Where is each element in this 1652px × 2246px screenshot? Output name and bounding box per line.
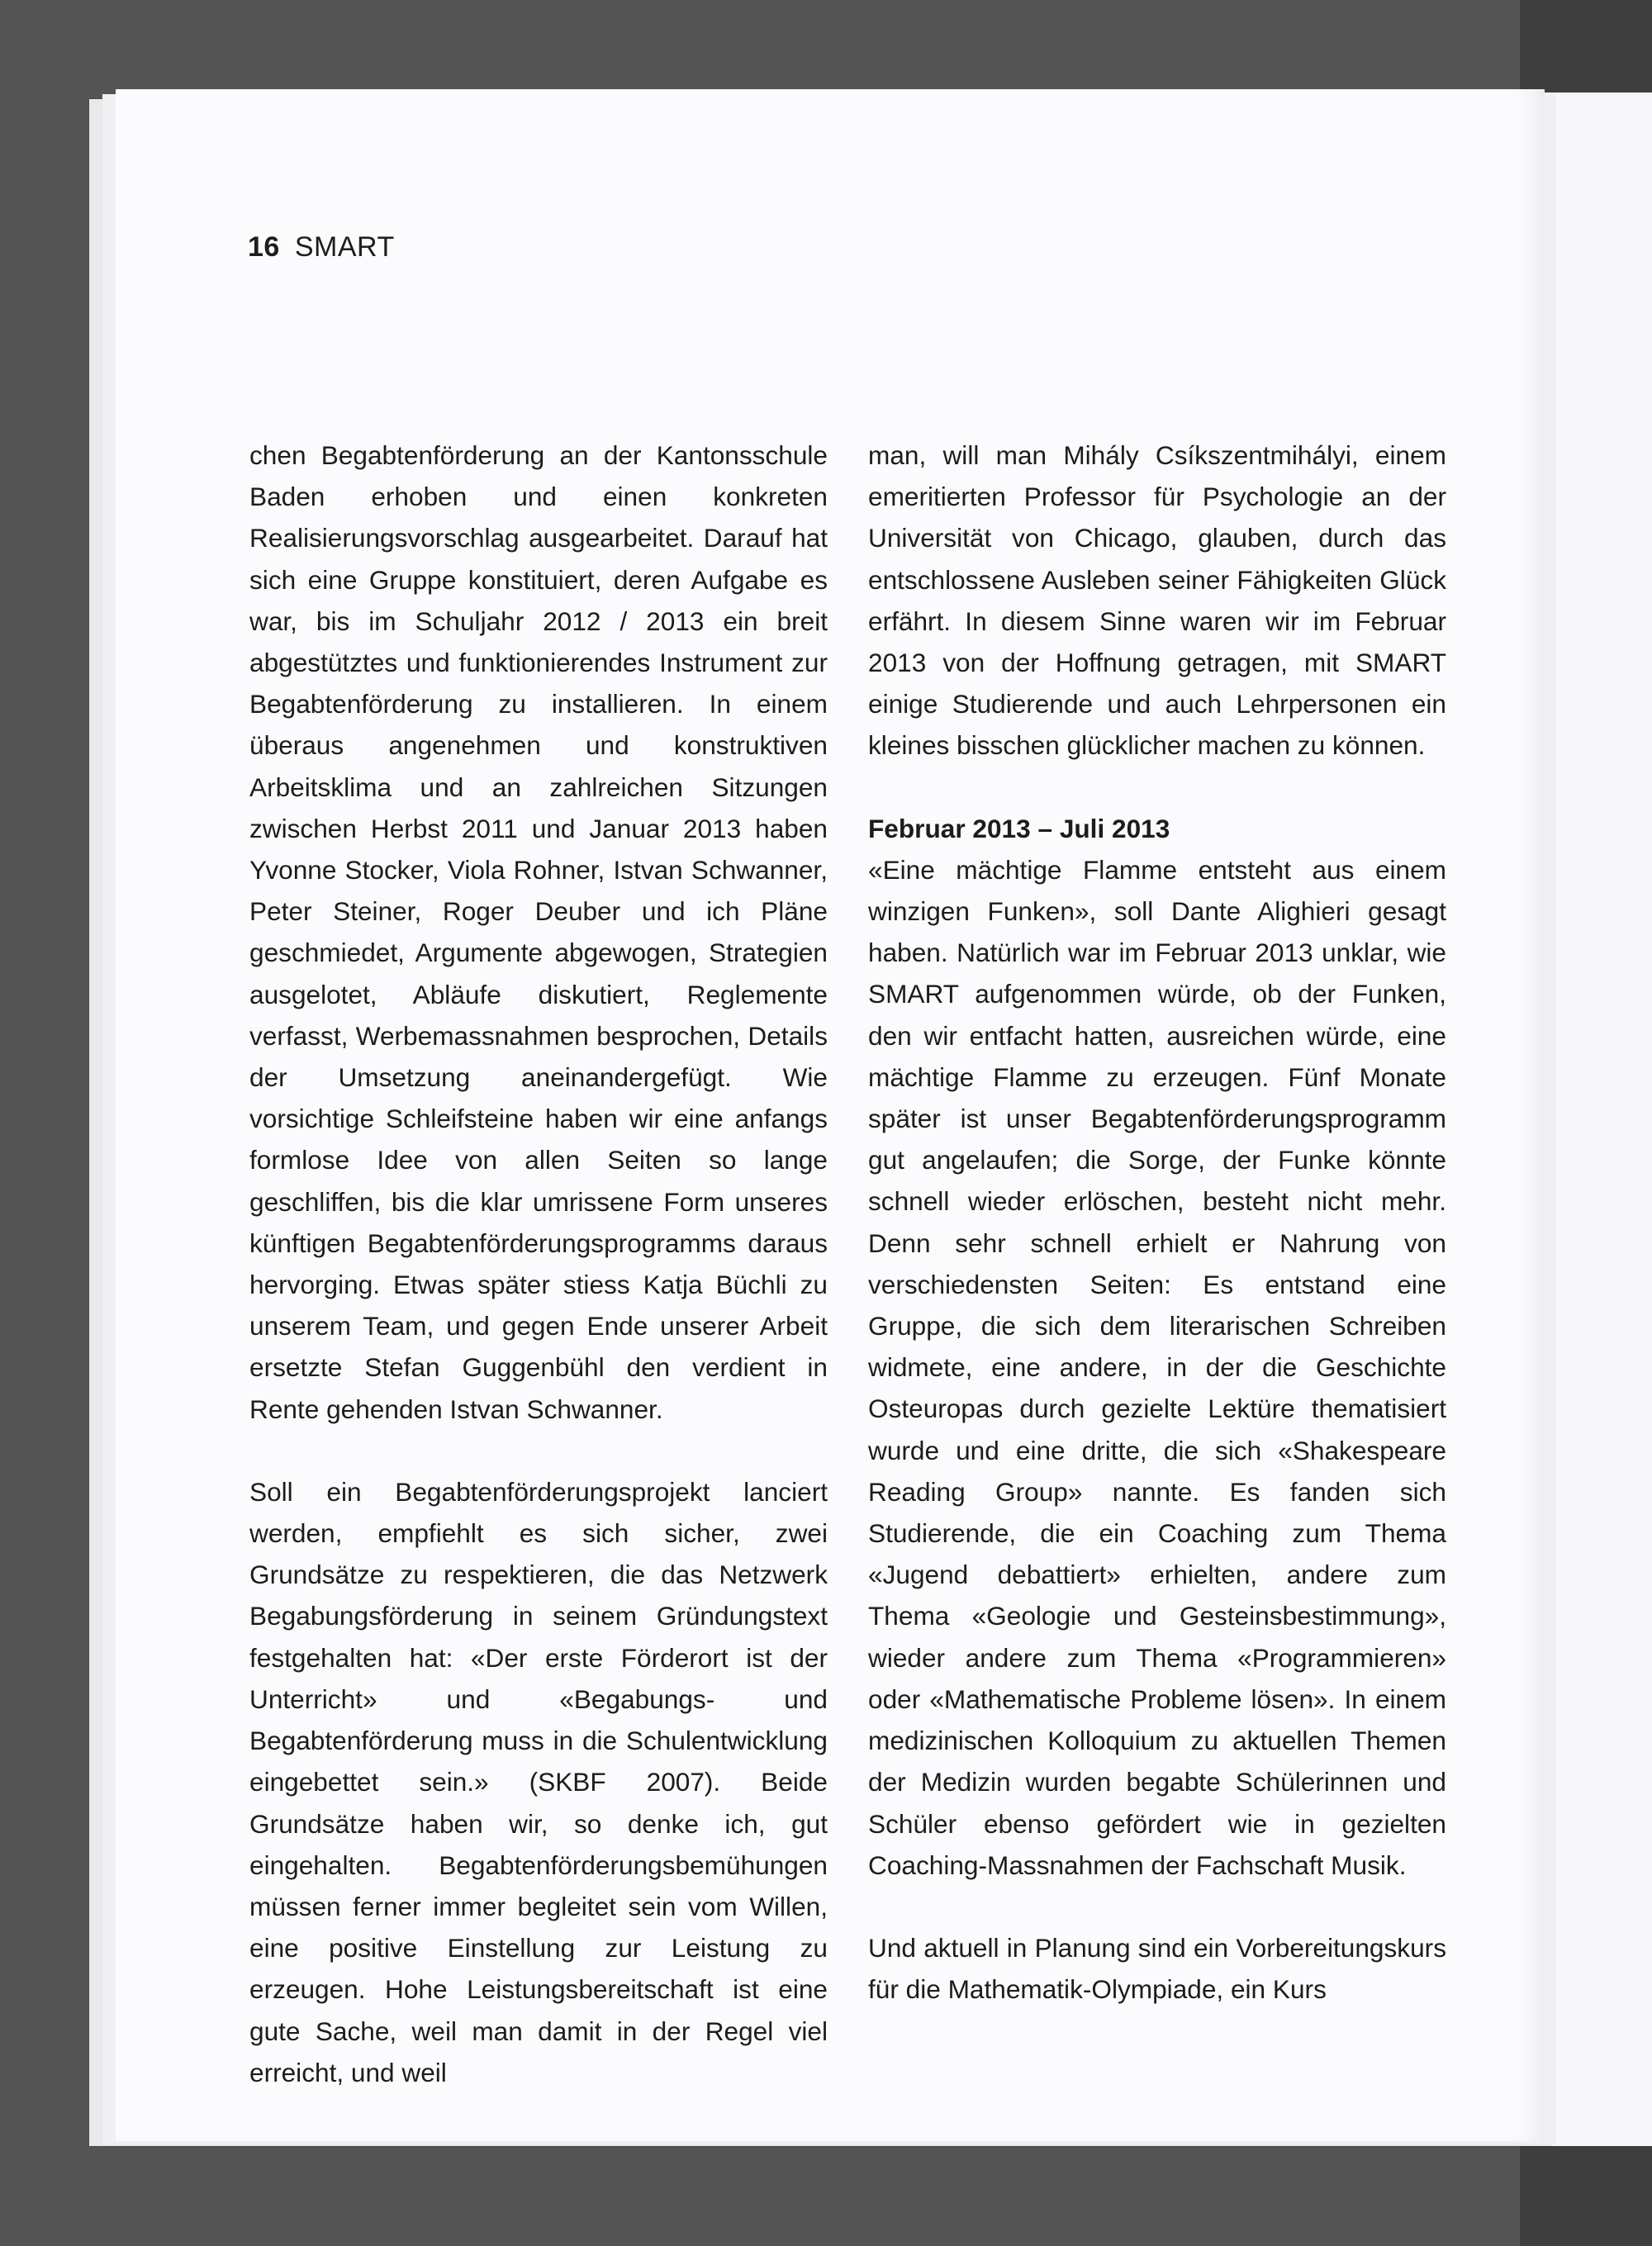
running-header [248,231,395,264]
section-heading: Februar 2013 – Juli 2013 [868,813,1170,843]
left-column [249,434,828,2093]
right-column [868,434,1446,2010]
right-paragraph-2: «Eine mächtige Flamme entsteht aus einem winzigen Funken», soll Dante Alighieri gesagt haben. Natürlich war im Februar 2013 unklar, wie SMART aufgenommen würde, ob der Funken, den wir entfacht hatten, ausreichen würde, eine mächtige Flamme zu erzeugen. Fünf Monate später ist unser Begabtenförderungsprogramm gut angelaufen; die Sorge, der Funke könnte schnell wieder erlöschen, besteht nicht mehr. Denn sehr schnell erhielt er Nahrung von verschiedensten Seiten: Es entstand eine Gruppe, die sich dem literarischen Schreiben widmete, eine andere, in der die Geschichte Osteuropas durch gezielte Lektüre thematisiert wurde und eine dritte, die sich «Shakespeare Reading Group» nannte. Es fanden sich Studierende, die ein Coaching zum Thema «Jugend debattiert» erhielten, andere zum Thema «Geologie und Gesteinsbestimmung», wieder andere zum Thema «Programmieren» oder «Mathematische Probleme lösen». In einem medizinischen Kolloquium zu aktuellen Themen der Medizin wurden begabte Schülerinnen und Schüler ebenso gefördert wie in gezielten Coaching-Massnahmen der Fachschaft Musik. [868,854,1446,1880]
left-paragraph-1: chen Begabtenförderung an der Kantonsschule Baden erhoben und einen konkreten Realisierungsvorschlag ausgearbeitet. Darauf hat sich eine Gruppe konstituiert, deren Aufgabe es war, bis im Schuljahr 2012 / 2013 ein breit abgestütztes und funktionierendes Instrument zur Begabtenförderung zu installieren. In einem überaus angenehmen und konstruktiven Arbeitsklima und an zahlreichen Sitzungen zwischen Herbst 2011 und Januar 2013 haben Yvonne Stocker, Viola Rohner, Istvan Schwanner, Peter Steiner, Roger Deuber und ich Pläne geschmiedet, Argumente abgewogen, Strategien ausgelotet, Abläufe diskutiert, Reglemente verfasst, Werbemassnahmen besprochen, Details der Umsetzung aneinandergefügt. Wie vorsichtige Schleifsteine haben wir eine anfangs formlose Idee von allen Seiten so lange geschliffen, bis die klar umrissene Form unseres künftigen Begabtenförderungsprogramms daraus hervorging. Etwas später stiess Katja Büchli zu unserem Team, und gegen Ende unserer Arbeit ersetzte Stefan Guggenbühl den verdient in Rente gehenden Istvan Schwanner. [249,440,828,1424]
section-title: SMART [294,231,395,263]
left-paragraph-2: Soll ein Begabtenförderungsprojekt lanciert werden, empfiehlt es sich sicher, zwei Grundsätze zu respektieren, die das Netzwerk Begabungsförderung in seinem Gründungstext festgehalten hat: «Der erste Förderort ist der Unterricht» und «Begabungs- und Begabtenförderung muss in die Schulentwicklung eingebettet sein.» (SKBF 2007). Beide Grundsätze haben wir, so denke ich, gut eingehalten. Begabtenförderungsbemühungen müssen ferner immer begleitet sein vom Willen, eine positive Einstellung zur Leistung zu erzeugen. Hohe Leistungsbereitschaft ist eine gute Sache, weil man damit in der Regel viel erreicht, und weil [249,1476,828,2087]
page-number: 16 [248,231,280,263]
right-paragraph-3: Und aktuell in Planung sind ein Vorbereitungskurs für die Mathematik-Olympiade, ein Kurs [868,1932,1446,2005]
right-paragraph-1: man, will man Mihály Csíkszentmihályi, einem emeritierten Professor für Psychologie an der Universität von Chicago, glauben, durch das entschlossene Ausleben seiner Fähigkeiten Glück erfährt. In diesem Sinne waren wir im Februar 2013 von der Hoffnung getragen, mit SMART einige Studierende und auch Lehrpersonen ein kleines bisschen glücklicher machen zu können. [868,440,1446,761]
